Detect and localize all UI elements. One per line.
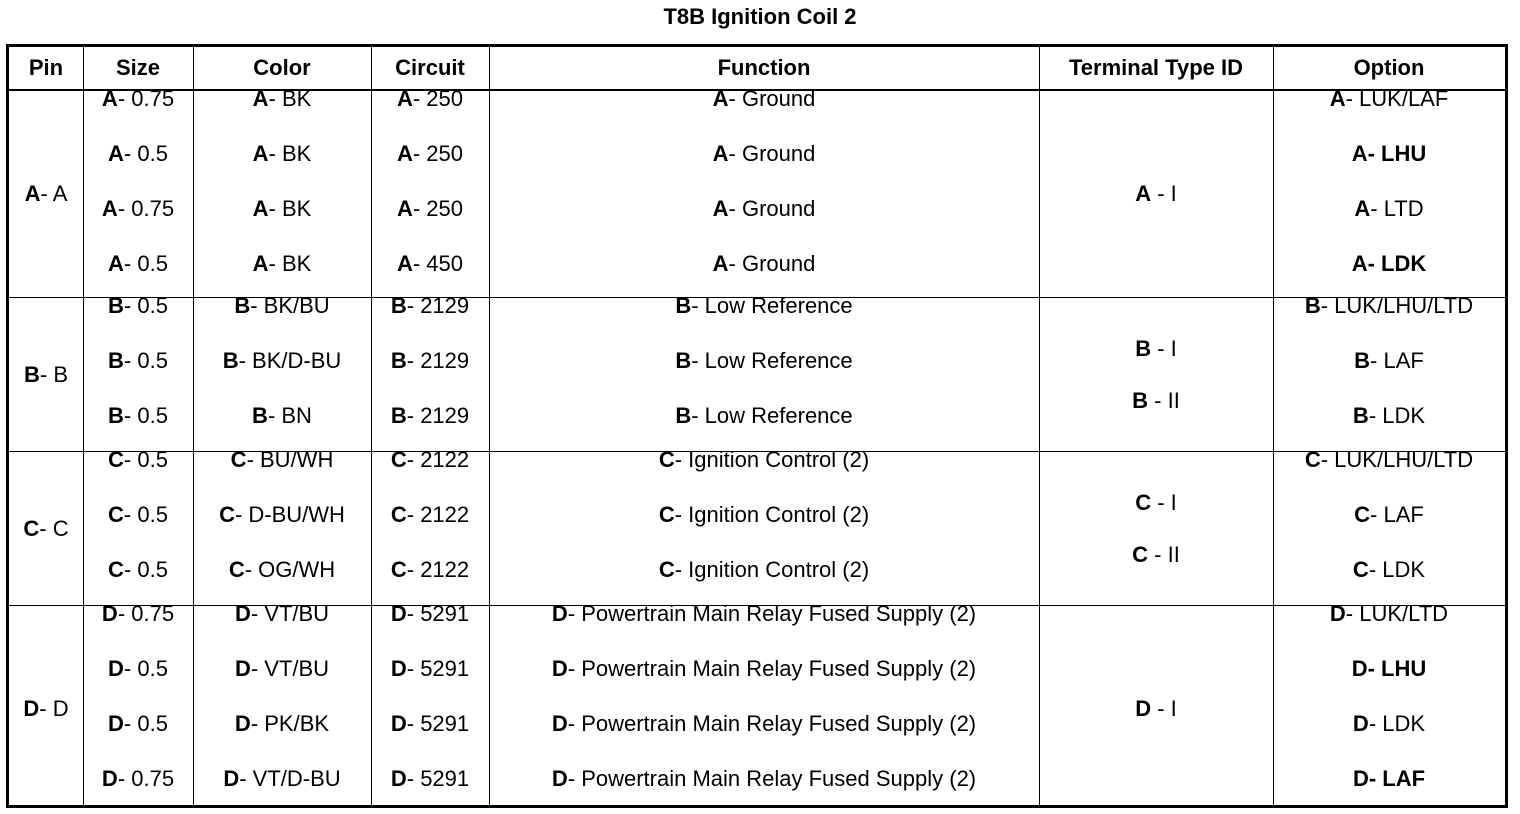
option-cell	[1273, 184, 1505, 234]
cell-key: D	[223, 766, 240, 791]
color-cell	[193, 281, 371, 331]
cell-key: B	[222, 348, 239, 373]
color-cell	[193, 754, 371, 804]
cell-key: C	[658, 447, 675, 472]
cell-key: A	[396, 196, 413, 221]
cell-value: - 0.5	[123, 557, 168, 582]
function-cell	[489, 754, 1039, 804]
cell-key: B	[390, 293, 407, 318]
cell-value: - II	[1148, 541, 1180, 567]
cell-key: A	[252, 141, 269, 166]
color-cell	[193, 435, 371, 485]
cell-key: D	[1352, 711, 1369, 736]
cell-key: D	[234, 711, 251, 736]
cell-value: - Powertrain Main Relay Fused Supply (2)	[567, 601, 977, 626]
option-cell	[1273, 391, 1505, 441]
cell-value: - I	[1151, 489, 1177, 515]
color-cell	[193, 545, 371, 595]
cell-key: C	[1132, 541, 1149, 567]
cell-value: - 5291	[406, 601, 470, 626]
cell-key: C	[228, 557, 245, 582]
cell-key: A	[108, 251, 124, 276]
cell-key: A	[712, 86, 729, 111]
cell-value: - BK	[268, 251, 312, 276]
size-cell	[83, 184, 193, 234]
option-cell	[1273, 589, 1505, 639]
cell-key: C	[390, 447, 407, 472]
cell-value: - 0.75	[117, 86, 175, 111]
cell-value: - Low Reference	[691, 403, 853, 428]
cell-key: C	[23, 515, 40, 541]
cell-value: - 2122	[406, 447, 470, 472]
cell-key: C	[230, 447, 247, 472]
cell-key: A	[101, 196, 118, 221]
cell-key: A	[252, 196, 269, 221]
cell-value: - Ground	[728, 196, 816, 221]
option-cell	[1273, 336, 1505, 386]
cell-value: - LUK/LAF	[1345, 86, 1449, 111]
cell-value: - I	[1151, 335, 1177, 361]
cell-value: - LAF	[1370, 502, 1424, 527]
cell-value: - 0.5	[123, 251, 168, 276]
cell-value: - 2129	[406, 348, 470, 373]
cell-key: D	[234, 656, 251, 681]
pin-cell	[9, 298, 83, 451]
cell-key: D	[551, 711, 568, 736]
cell-value: - Powertrain Main Relay Fused Supply (2)	[567, 711, 977, 736]
cell-key: B	[1135, 335, 1152, 361]
circuit-cell	[371, 281, 489, 331]
cell-value: - Ground	[728, 141, 816, 166]
cell-key: B	[108, 348, 124, 373]
cell-value: - BK/BU	[250, 293, 330, 318]
cell-key: A	[24, 181, 41, 206]
size-cell	[83, 74, 193, 124]
pin-cell	[9, 91, 83, 297]
cell-value: - 0.5	[123, 293, 168, 318]
function-cell	[489, 336, 1039, 386]
cell-key: A	[1351, 141, 1368, 166]
cell-key: B	[252, 403, 268, 428]
header-pin: Pin	[28, 55, 64, 80]
cell-key: D	[551, 601, 568, 626]
cell-key: A	[396, 251, 413, 276]
circuit-cell	[371, 129, 489, 179]
circuit-cell	[371, 545, 489, 595]
size-cell	[83, 644, 193, 694]
option-cell	[1273, 435, 1505, 485]
circuit-cell	[371, 336, 489, 386]
cell-key: A	[396, 86, 413, 111]
cell-value: - 450	[412, 251, 464, 276]
page-title: T8B Ignition Coil 2	[663, 4, 857, 29]
size-cell	[83, 435, 193, 485]
cell-value: - I	[1151, 695, 1177, 721]
cell-value: - Powertrain Main Relay Fused Supply (2)	[567, 656, 977, 681]
cell-value: - LHU	[1367, 656, 1427, 681]
cell-value: - 2122	[406, 557, 470, 582]
option-cell	[1273, 754, 1505, 804]
cell-value: - 250	[412, 141, 464, 166]
size-cell	[83, 754, 193, 804]
color-cell	[193, 391, 371, 441]
cell-value: - 250	[412, 86, 464, 111]
cell-key: D	[1329, 601, 1346, 626]
terminal-type-value	[1135, 695, 1177, 721]
option-cell	[1273, 129, 1505, 179]
cell-key: C	[658, 557, 675, 582]
size-cell	[83, 589, 193, 639]
cell-value: - 0.75	[117, 766, 175, 791]
header-size: Size	[115, 55, 161, 80]
cell-value: - Ignition Control (2)	[674, 502, 870, 527]
cell-key: C	[1135, 489, 1152, 515]
cell-key: B	[390, 348, 407, 373]
option-cell	[1273, 545, 1505, 595]
function-cell	[489, 184, 1039, 234]
size-cell	[83, 391, 193, 441]
size-cell	[83, 281, 193, 331]
cell-value: - Ground	[728, 251, 816, 276]
cell-key: B	[108, 403, 124, 428]
cell-value: - 5291	[406, 711, 470, 736]
cell-key: B	[390, 403, 407, 428]
function-cell	[489, 644, 1039, 694]
cell-key: D	[108, 656, 124, 681]
cell-value: - Ignition Control (2)	[674, 557, 870, 582]
header-function: Function	[717, 55, 811, 80]
cell-value: - Ignition Control (2)	[674, 447, 870, 472]
cell-value: - 5291	[406, 656, 470, 681]
pin-cell	[9, 606, 83, 811]
cell-value: - BK/D-BU	[238, 348, 342, 373]
cell-value: - LAF	[1370, 348, 1424, 373]
cell-key: D	[1135, 695, 1152, 721]
cell-key: C	[1304, 447, 1321, 472]
cell-key: A	[252, 86, 269, 111]
function-cell	[489, 545, 1039, 595]
cell-key: D	[23, 695, 40, 721]
cell-key: B	[675, 293, 692, 318]
terminal-type-value	[1132, 541, 1180, 567]
cell-key: B	[1352, 403, 1369, 428]
cell-key: A	[712, 251, 729, 276]
cell-key: D	[101, 766, 118, 791]
cell-value: - BK	[268, 86, 312, 111]
cell-value: - 2129	[406, 293, 470, 318]
terminal-type-cell	[1039, 91, 1273, 297]
cell-value: - Ground	[728, 86, 816, 111]
color-cell	[193, 129, 371, 179]
cell-value: - 0.5	[123, 141, 168, 166]
cell-key: D	[1352, 766, 1369, 791]
cell-value: - 0.5	[123, 502, 168, 527]
header-option: Option	[1353, 55, 1425, 80]
cell-value: - D	[39, 695, 69, 721]
cell-key: A	[712, 196, 729, 221]
cell-key: D	[390, 766, 407, 791]
color-cell	[193, 644, 371, 694]
terminal-type-value	[1135, 183, 1177, 205]
cell-value: - Low Reference	[691, 293, 853, 318]
cell-key: D	[390, 601, 407, 626]
cell-value: - 0.5	[123, 711, 168, 736]
cell-value: - VT/BU	[250, 601, 330, 626]
circuit-cell	[371, 699, 489, 749]
size-cell	[83, 699, 193, 749]
terminal-type-cell	[1039, 298, 1273, 451]
function-cell	[489, 589, 1039, 639]
cell-value: - OG/WH	[244, 557, 336, 582]
cell-value: - 2129	[406, 403, 470, 428]
cell-value: - 0.75	[117, 196, 175, 221]
cell-value: - LUK/LHU/LTD	[1320, 293, 1474, 318]
cell-key: B	[1354, 348, 1371, 373]
cell-key: B	[1132, 387, 1149, 413]
cell-value: - BN	[267, 403, 312, 428]
cell-value: - LDK	[1367, 251, 1427, 276]
cell-value: - Low Reference	[691, 348, 853, 373]
cell-value: - LUK/LTD	[1345, 601, 1449, 626]
cell-value: - C	[39, 515, 69, 541]
cell-key: A	[1135, 181, 1152, 206]
option-cell	[1273, 699, 1505, 749]
cell-key: B	[1304, 293, 1321, 318]
cell-key: D	[390, 656, 407, 681]
circuit-cell	[371, 435, 489, 485]
function-cell	[489, 391, 1039, 441]
size-cell	[83, 129, 193, 179]
cell-value: - 5291	[406, 766, 470, 791]
cell-value: - 0.5	[123, 348, 168, 373]
cell-value: - 0.5	[123, 447, 168, 472]
cell-key: A	[1351, 251, 1368, 276]
function-cell	[489, 129, 1039, 179]
cell-key: B	[234, 293, 251, 318]
cell-key: D	[234, 601, 251, 626]
color-cell	[193, 336, 371, 386]
option-cell	[1273, 74, 1505, 124]
terminal-type-cell	[1039, 606, 1273, 811]
option-cell	[1273, 490, 1505, 540]
cell-value: - Powertrain Main Relay Fused Supply (2)	[567, 766, 977, 791]
color-cell	[193, 490, 371, 540]
terminal-type-cell	[1039, 452, 1273, 605]
cell-key: A	[1329, 86, 1346, 111]
pin-cell	[9, 452, 83, 605]
cell-value: - B	[39, 361, 68, 387]
cell-key: A	[252, 251, 269, 276]
cell-value: - 0.75	[117, 601, 175, 626]
circuit-cell	[371, 754, 489, 804]
function-cell	[489, 435, 1039, 485]
size-cell	[83, 490, 193, 540]
function-cell	[489, 490, 1039, 540]
cell-key: A	[108, 141, 124, 166]
size-cell	[83, 336, 193, 386]
circuit-cell	[371, 391, 489, 441]
cell-key: C	[390, 502, 407, 527]
cell-key: D	[1351, 656, 1368, 681]
cell-value: - LDK	[1368, 711, 1426, 736]
circuit-cell	[371, 589, 489, 639]
cell-value: - LAF	[1368, 766, 1426, 791]
terminal-type-value	[1135, 335, 1177, 361]
color-cell	[193, 184, 371, 234]
cell-key: B	[108, 293, 124, 318]
cell-key: A	[396, 141, 413, 166]
cell-value: - VT/BU	[250, 656, 330, 681]
header-circuit: Circuit	[395, 55, 465, 80]
cell-key: C	[108, 447, 124, 472]
cell-value: - D-BU/WH	[234, 502, 345, 527]
cell-value: - 0.5	[123, 403, 168, 428]
cell-value: - LHU	[1367, 141, 1427, 166]
cell-value: - II	[1148, 387, 1180, 413]
cell-value: - LDK	[1368, 557, 1426, 582]
cell-value: - BK	[268, 141, 312, 166]
color-cell	[193, 74, 371, 124]
circuit-cell	[371, 74, 489, 124]
cell-key: C	[108, 502, 124, 527]
cell-key: B	[23, 361, 40, 387]
cell-key: C	[108, 557, 124, 582]
cell-key: C	[658, 502, 675, 527]
cell-key: D	[108, 711, 124, 736]
function-cell	[489, 281, 1039, 331]
header-terminal: Terminal Type ID	[1068, 55, 1243, 80]
cell-value: - 250	[412, 196, 464, 221]
color-cell	[193, 589, 371, 639]
cell-value: - PK/BK	[250, 711, 330, 736]
cell-key: A	[1354, 196, 1371, 221]
cell-value: - A	[40, 181, 68, 206]
circuit-cell	[371, 184, 489, 234]
cell-value: - BU/WH	[246, 447, 334, 472]
terminal-type-value	[1132, 387, 1180, 413]
header-color: Color	[253, 55, 311, 80]
color-cell	[193, 699, 371, 749]
cell-key: C	[390, 557, 407, 582]
cell-value: - LTD	[1370, 196, 1424, 221]
cell-key: D	[551, 656, 568, 681]
cell-key: A	[101, 86, 118, 111]
size-cell	[83, 545, 193, 595]
cell-value: - LDK	[1368, 403, 1426, 428]
cell-value: - BK	[268, 196, 312, 221]
function-cell	[489, 74, 1039, 124]
cell-value: - LUK/LHU/LTD	[1320, 447, 1474, 472]
terminal-type-value	[1135, 489, 1177, 515]
cell-key: C	[219, 502, 235, 527]
cell-key: D	[101, 601, 118, 626]
circuit-cell	[371, 644, 489, 694]
cell-key: B	[675, 403, 692, 428]
cell-value: - 2122	[406, 502, 470, 527]
cell-value: - I	[1151, 181, 1177, 206]
cell-value: - 0.5	[123, 656, 168, 681]
circuit-cell	[371, 490, 489, 540]
connector-table	[6, 44, 1508, 808]
cell-key: D	[390, 711, 407, 736]
cell-key: C	[1352, 557, 1369, 582]
option-cell	[1273, 644, 1505, 694]
cell-value: - VT/D-BU	[239, 766, 341, 791]
cell-key: C	[1354, 502, 1371, 527]
cell-key: B	[675, 348, 692, 373]
cell-key: D	[551, 766, 568, 791]
option-cell	[1273, 281, 1505, 331]
cell-key: A	[712, 141, 729, 166]
function-cell	[489, 699, 1039, 749]
